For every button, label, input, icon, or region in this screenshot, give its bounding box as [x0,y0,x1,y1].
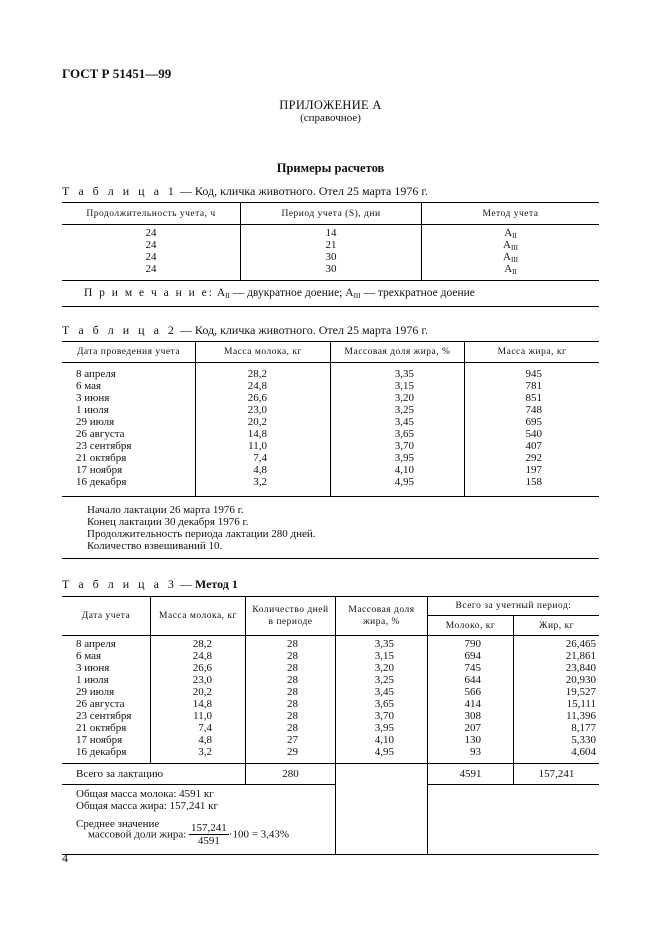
formula-line: массовой доли жира: $\frac{157,241}{4591}$ ·100 = 3,43% [88,822,290,847]
table3-col-fat-pct [336,636,428,764]
table-cell: $А_{II}$ [504,263,517,276]
table-cell: 4,8 [253,464,267,476]
table3-caption: Т а б л и ц а 3 — Метод 1 [62,577,238,591]
table-cell: 21 октября [76,722,127,734]
table-cell: 695 [525,416,542,428]
table-cell: 945 [525,368,542,380]
table1-col-period [241,225,422,281]
note-line: Начало лактации 26 марта 1976 г. [87,503,244,516]
table-cell: 24 [145,239,157,251]
fraction-numerator: 157,241 [191,822,227,834]
table1-header-method: Метод учета [422,203,600,225]
table-cell: 1 июля [76,404,109,416]
table3 [62,596,599,855]
table-cell: 29 июля [76,416,115,428]
table3-header-date: Дата учета [62,597,151,636]
table1-header-period: Период учета (S), дни [241,203,422,225]
table-cell: 24,8 [247,380,267,392]
table1 [62,202,599,307]
table-cell: 8,177 [571,722,596,734]
table1-caption-prefix: Т а б л и ц а 1 [62,184,177,198]
table-cell: 4,10 [394,464,414,476]
table-cell: 3,65 [394,428,414,440]
table-cell: 3,25 [394,404,414,416]
table-cell: 781 [525,380,542,392]
note-line: Конец лактации 30 декабря 1976 г. [87,515,249,528]
table-cell: 29 июля [76,686,115,698]
table3-notes-empty-1 [336,785,428,855]
table-cell: 20,930 [565,674,596,686]
table-cell: 3,95 [394,452,414,464]
table-cell: 26,6 [247,392,267,404]
page-number: 4 [62,851,68,865]
table-cell: 23,0 [192,674,212,686]
table-cell: 7,4 [198,722,212,734]
table-cell: 3,2 [198,746,212,758]
table-cell: 694 [464,650,481,662]
table-cell: 130 [464,734,481,746]
table-cell: 790 [464,638,481,650]
table-cell: 292 [525,452,542,464]
table-cell: 30 [325,251,337,263]
table1-caption [62,184,428,199]
table-cell: 28 [287,698,298,710]
table-cell: 28 [287,722,298,734]
table-cell: $А_{II}$ [504,227,517,240]
table-cell: 21 [325,239,337,251]
table3-total-days: 280 [246,764,336,785]
table-cell: 4,95 [374,746,394,758]
table-cell: 11,0 [193,710,212,722]
table-cell: 3,35 [394,368,414,380]
table-cell: 3,95 [374,722,394,734]
table1-header-duration: Продолжительность учета, ч [62,203,241,225]
table-cell: 21 октября [76,452,127,464]
table-cell: 14,8 [247,428,267,440]
table-cell: 1 июля [76,674,109,686]
table-cell: 24 [145,263,157,275]
table-cell: 3,15 [394,380,414,392]
table-cell: 28,2 [247,368,267,380]
table-cell: 748 [525,404,542,416]
table2-header-row [62,342,599,363]
table-cell: $А_{III}$ [503,239,518,252]
formula-result: ·100 = 3,43% [228,828,290,841]
section-title: Примеры расчетов [276,161,385,175]
table-cell: 30 [325,263,337,275]
table-cell: 26,6 [192,662,212,674]
table3-header-row1 [62,597,599,616]
table-cell: 3 июня [76,662,110,674]
table3-total-empty [336,764,428,785]
table1-body [62,225,599,281]
note-line: Общая масса жира: 157,241 кг [76,800,219,812]
table-cell: 3,70 [374,710,394,722]
table-cell: 7,4 [253,452,267,464]
table-cell: 28,2 [192,638,212,650]
fraction-denominator: 4591 [197,835,220,847]
table2-col-fat-mass [465,363,600,497]
note-line: Общая масса молока: 4591 кг [76,788,214,800]
table3-header-milk: Масса молока, кг [151,597,246,636]
table-cell: 8 апреля [76,368,116,380]
table3-total-row [62,764,599,785]
table-cell: 17 ноября [76,734,123,746]
note-line: Количество взвешиваний 10. [87,539,223,552]
table-cell: 644 [464,674,481,686]
table3-total-label: Всего за лактацию [62,764,246,785]
table3-col-total-fat [514,636,600,764]
table-cell: 6 мая [76,380,102,392]
document-header: ГОСТ Р 51451—99 [62,66,172,81]
table-cell: $А_{III}$ [503,251,518,264]
table-cell: 16 декабря [76,476,127,488]
table2-header-milk: Масса молока, кг [196,342,331,363]
table-cell: 14,8 [192,698,212,710]
table-cell: 3,45 [374,686,394,698]
table-cell: 3,35 [374,638,394,650]
table-cell: 28 [287,674,298,686]
table-cell: 19,527 [565,686,596,698]
table-cell: 29 [287,746,298,758]
table-cell: 27 [287,734,298,746]
table-cell: 851 [525,392,542,404]
appendix-title: ПРИЛОЖЕНИЕ А [279,98,382,112]
table-cell: 11,396 [566,710,596,722]
table2-col-milk [196,363,331,497]
appendix-subtitle: (справочное) [300,112,361,124]
table-cell: 28 [287,686,298,698]
table-cell: 8 апреля [76,638,116,650]
table-cell: 28 [287,638,298,650]
table3-notes-empty-2 [428,785,600,855]
table-cell: 14 [325,227,337,239]
table-cell: 566 [464,686,481,698]
table-cell: 3,2 [253,476,267,488]
table1-col-duration [62,225,241,281]
table3-col-days [246,636,336,764]
table-cell: 23 сентября [76,440,132,452]
table-cell: 26 августа [76,428,125,440]
table-cell: 11,0 [248,440,267,452]
table2-notes-row [62,497,599,559]
table-cell: 20,2 [247,416,267,428]
table-cell: 6 мая [76,650,102,662]
table-cell: 4,10 [374,734,394,746]
table1-header-row [62,203,599,225]
table1-caption-text: — Код, кличка животного. Отел 25 марта 1976 г. [176,184,428,198]
table3-col-date [62,636,151,764]
table-cell: 3,25 [374,674,394,686]
table-cell: 414 [464,698,481,710]
table-cell: 24 [145,227,157,239]
table-cell: 3,45 [394,416,414,428]
table-cell: 26,465 [565,638,596,650]
table3-total-milk: 4591 [428,764,514,785]
table-cell: 24,8 [192,650,212,662]
table3-header-total: Всего за учетный период: [428,597,600,616]
table-cell: 3,20 [374,662,394,674]
table2-col-fat-pct [331,363,465,497]
table-cell: 3 июня [76,392,110,404]
table3-notes-row [62,785,599,855]
table-cell: 28 [287,650,298,662]
table3-body [62,636,599,764]
table-cell: 28 [287,710,298,722]
table-cell: 308 [464,710,481,722]
table1-note: П р и м е ч а н и е: $А_{II}$ — двукратное доение; $А_{III}$ — трехкратное доение [62,281,599,307]
table-cell: 197 [525,464,542,476]
table-cell: 26 августа [76,698,125,710]
table3-header-fat-pct: Массовая доля жира, % [336,597,428,636]
table-cell: 5,330 [571,734,596,746]
table-cell: 15,111 [566,698,596,710]
note-line: Продолжительность периода лактации 280 дней. [87,527,316,540]
table2-caption: Т а б л и ц а 2 — Код, кличка животного. Отел 25 марта 1976 г. [62,323,428,337]
fraction [189,822,229,847]
table2-header-fat-pct: Массовая доля жира, % [331,342,465,363]
table-cell: 207 [464,722,481,734]
table2-header-date: Дата проведения учета [62,342,196,363]
table-cell: 28 [287,662,298,674]
table-cell: 24 [145,251,157,263]
table-cell: 23,840 [565,662,596,674]
table3-notes [62,785,336,855]
table2 [62,341,599,559]
table1-note-row [62,281,599,307]
table3-col-total-milk [428,636,514,764]
table-cell: 23 сентября [76,710,132,722]
table-cell: 4,95 [394,476,414,488]
table-cell: 745 [464,662,481,674]
table-cell: 3,15 [374,650,394,662]
table3-total-fat: 157,241 [514,764,600,785]
table-cell: 540 [525,428,542,440]
table2-notes [62,497,599,559]
table3-col-milk [151,636,246,764]
table2-header-fat-mass: Масса жира, кг [465,342,600,363]
table-cell: 23,0 [247,404,267,416]
table-cell: 3,20 [394,392,414,404]
table1-col-method [422,225,600,281]
table-cell: 4,8 [198,734,212,746]
table-cell: 93 [470,746,481,758]
table-cell: 407 [525,440,542,452]
table-cell: 16 декабря [76,746,127,758]
table-cell: 20,2 [192,686,212,698]
table-cell: 3,70 [394,440,414,452]
note-line: Среднее значение [76,818,160,830]
table-cell: 4,604 [571,746,596,758]
table-cell: 21,861 [565,650,596,662]
table2-col-date [62,363,196,497]
table2-body [62,363,599,497]
table3-header-total-fat: Жир, кг [514,616,600,636]
table3-header-days: Количество дней в периоде [246,597,336,636]
table-cell: 158 [525,476,542,488]
table-cell: 3,65 [374,698,394,710]
table3-header-total-milk: Молоко, кг [428,616,514,636]
table-cell: 17 ноября [76,464,123,476]
